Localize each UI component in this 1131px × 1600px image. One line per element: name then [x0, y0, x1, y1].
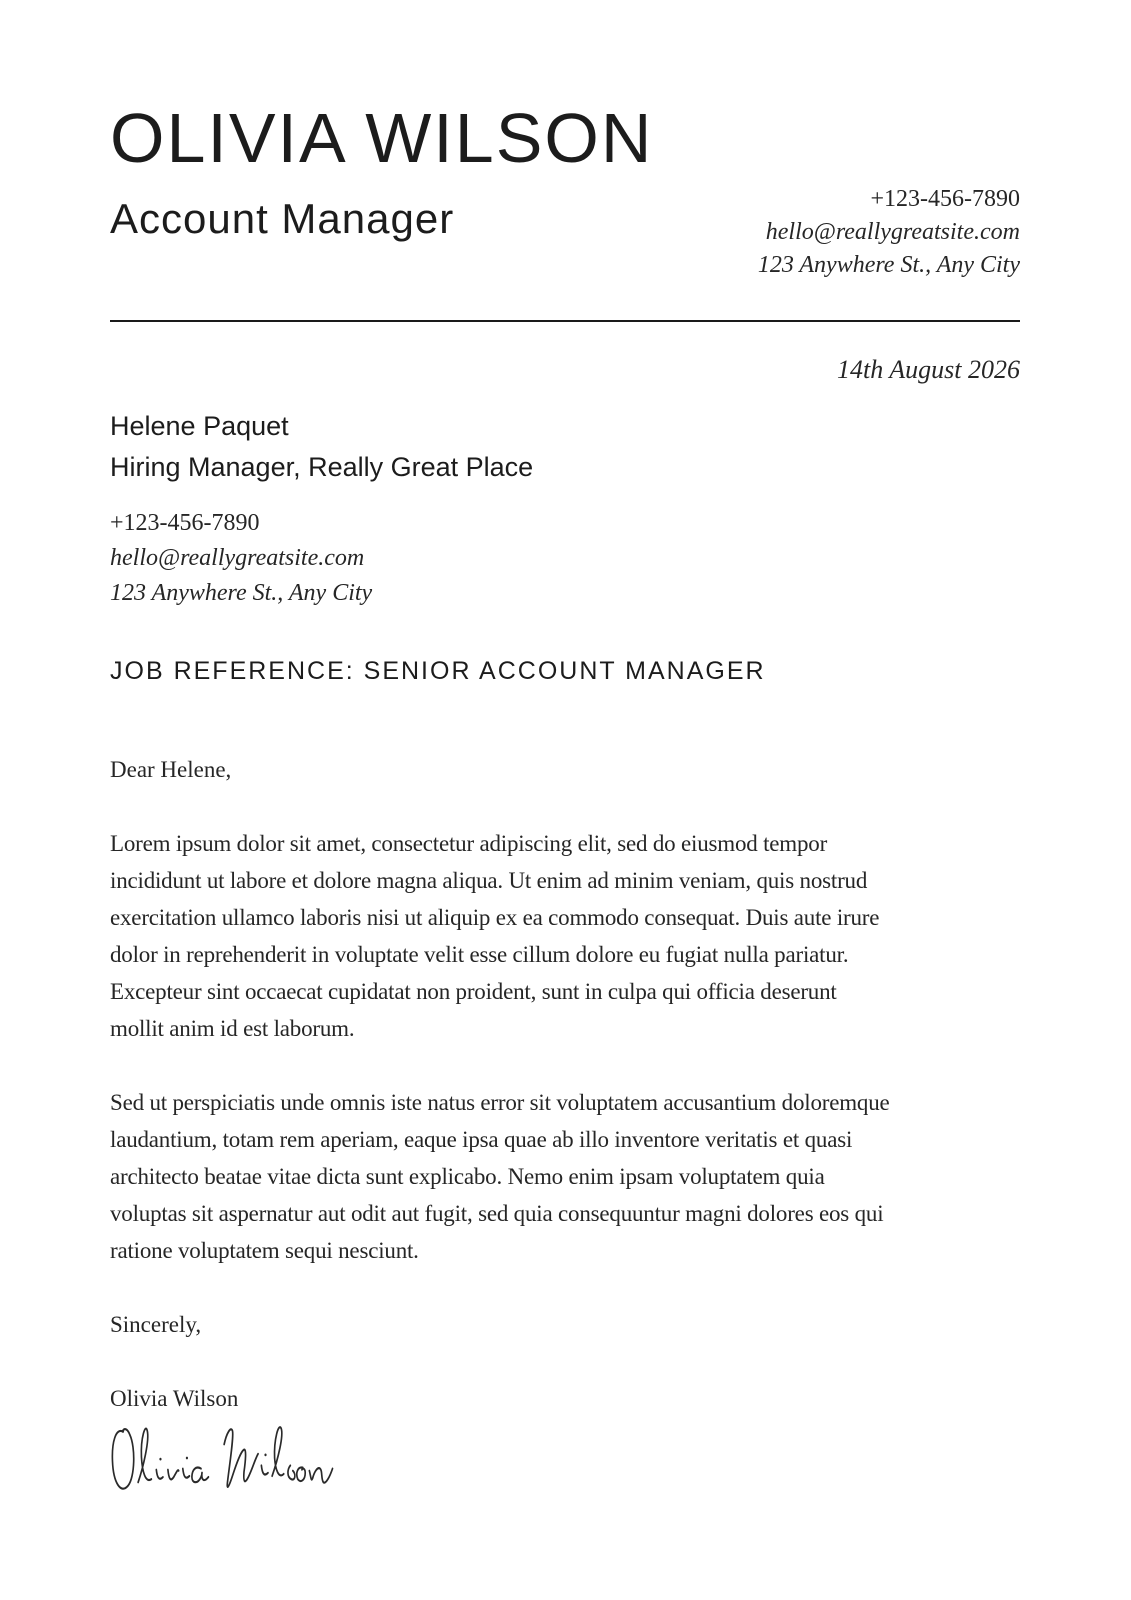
sender-contact-block [758, 183, 1020, 282]
subject-line: JOB REFERENCE: SENIOR ACCOUNT MANAGER [110, 657, 766, 685]
recipient-contact-block [110, 506, 1020, 611]
body-paragraph-1: Lorem ipsum dolor sit amet, consectetur adipiscing elit, sed do eiusmod tempor incididunt ut labore et dolore magna aliqua. Ut enim ad minim veniam, quis nostrud exercitation ullamco laboris nisi ut aliquip ex ea commodo consequat. Duis aute irure dolor in reprehenderit in voluptate velit esse cillum dolore eu fugiat nulla pariatur. Excepteur sint occaecat cupidatat non proident, sunt in culpa qui officia deserunt mollit anim id est laborum. [110, 831, 880, 1041]
sender-name: OLIVIA WILSON [110, 99, 654, 177]
sender-role: Account Manager [110, 195, 455, 242]
recipient-phone: +123-456-7890 [110, 510, 260, 536]
closing: Sincerely, [110, 1312, 202, 1337]
header-divider [110, 320, 1020, 322]
recipient-name: Helene Paquet [110, 411, 289, 441]
sender-identity [110, 99, 654, 243]
sender-phone: +123-456-7890 [870, 186, 1020, 212]
salutation: Dear Helene, [110, 757, 232, 782]
signature-image [110, 1419, 335, 1495]
recipient-title: Hiring Manager, Really Great Place [110, 452, 534, 482]
recipient-email: hello@reallygreatsite.com [110, 545, 365, 571]
letterhead [110, 99, 1020, 282]
body-paragraph-2: Sed ut perspiciatis unde omnis iste natus error sit voluptatem accusantium doloremque laudantium, totam rem aperiam, eaque ipsa quae ab illo inventore veritatis et quasi architecto beatae vitae dicta sunt explicabo. Nemo enim ipsam voluptatem quia voluptas sit aspernatur aut odit aut fugit, sed quia consequuntur magni dolores eos qui ratione voluptatem sequi nesciunt. [110, 1090, 890, 1263]
signature-typed-name: Olivia Wilson [110, 1386, 239, 1411]
recipient-block [110, 406, 1020, 488]
sender-address: 123 Anywhere St., Any City [757, 252, 1020, 278]
letter-date: 14th August 2026 [837, 355, 1020, 384]
sender-email: hello@reallygreatsite.com [765, 219, 1020, 245]
recipient-address: 123 Anywhere St., Any City [110, 580, 373, 606]
